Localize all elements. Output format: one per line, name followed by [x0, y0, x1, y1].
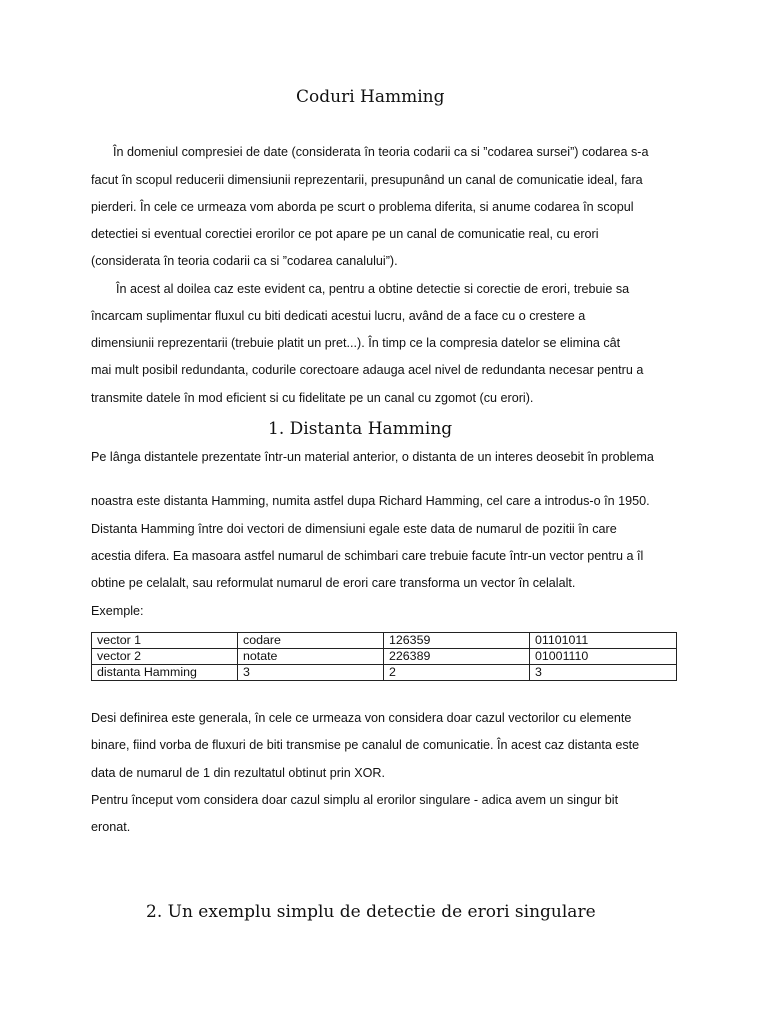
- text-line: (considerata în teoria codarii ca si ”codarea canalului”).: [91, 254, 398, 268]
- table-cell: vector 1: [92, 633, 238, 649]
- page-title: Coduri Hamming: [296, 87, 445, 107]
- text-line: Pentru început vom considera doar cazul simplu al erorilor singulare - adica avem un singur bit: [91, 793, 619, 807]
- table-row: [92, 649, 677, 665]
- text-line: data de numarul de 1 din rezultatul obtinut prin XOR.: [91, 766, 386, 780]
- table-cell: 01101011: [530, 633, 677, 649]
- text-line: binare, fiind vorba de fluxuri de biti transmise pe canalul de comunicatie. În acest caz distanta este: [91, 738, 640, 752]
- text-line: dimensiunii reprezentarii (trebuie platit un pret...). În timp ce la compresia datelor se elimina cât: [91, 336, 621, 350]
- table-cell: 226389: [384, 649, 530, 665]
- table-cell: notate: [238, 649, 384, 665]
- text-line: pierderi. În cele ce urmeaza vom aborda pe scurt o problema diferita, si anume codarea în scopul: [91, 200, 634, 214]
- table-cell: 3: [238, 665, 384, 681]
- table-cell: 126359: [384, 633, 530, 649]
- table-cell: distanta Hamming: [92, 665, 238, 681]
- text-line: încarcam suplimentar fluxul cu biti dedicati acestui lucru, având de a face cu o crestere a: [91, 309, 586, 323]
- text-line: Desi definirea este generala, în cele ce urmeaza von considera doar cazul vectorilor cu elemente: [91, 711, 632, 725]
- table-cell: 3: [530, 665, 677, 681]
- text-line: acestia difera. Ea masoara astfel numarul de schimbari care trebuie facute într-un vector pentru a îl: [91, 549, 644, 563]
- text-line: mai mult posibil redundanta, codurile corectoare adauga acel nivel de redundanta necesar pentru a: [91, 363, 644, 377]
- text-line: În domeniul compresiei de date (considerata în teoria codarii ca si ”codarea sursei”) codarea s-a: [113, 145, 649, 159]
- text-line: detectiei si eventual corectiei erorilor ce pot apare pe un canal de comunicatie real, cu erori: [91, 227, 599, 241]
- section-heading: 2. Un exemplu simplu de detectie de erori singulare: [146, 902, 596, 922]
- text-line: noastra este distanta Hamming, numita astfel dupa Richard Hamming, cel care a introdus-o în 1950.: [91, 494, 650, 508]
- text-line: facut în scopul reducerii dimensiunii reprezentarii, presupunând un canal de comunicatie ideal, fara: [91, 173, 643, 187]
- table-row: [92, 633, 677, 649]
- table-cell: 01001110: [530, 649, 677, 665]
- table-cell: codare: [238, 633, 384, 649]
- text-line: obtine pe celalalt, sau reformulat numarul de erori care transforma un vector în celalalt.: [91, 576, 576, 590]
- section-heading: 1. Distanta Hamming: [268, 419, 453, 439]
- examples-label: Exemple:: [91, 604, 144, 618]
- table-cell: 2: [384, 665, 530, 681]
- table-row: [92, 665, 677, 681]
- text-paragraph: Pe lânga distantele prezentate într-un material anterior, o distanta de un interes deosebit în problema: [91, 450, 654, 464]
- text-line: În acest al doilea caz este evident ca, pentru a obtine detectie si corectie de erori, trebuie sa: [116, 282, 630, 296]
- text-line: Distanta Hamming între doi vectori de dimensiuni egale este data de numarul de pozitii în care: [91, 522, 617, 536]
- examples-table: [91, 632, 677, 681]
- text-line: eronat.: [91, 820, 131, 834]
- table-cell: vector 2: [92, 649, 238, 665]
- text-line: transmite datele în mod eficient si cu fidelitate pe un canal cu zgomot (cu erori).: [91, 391, 534, 405]
